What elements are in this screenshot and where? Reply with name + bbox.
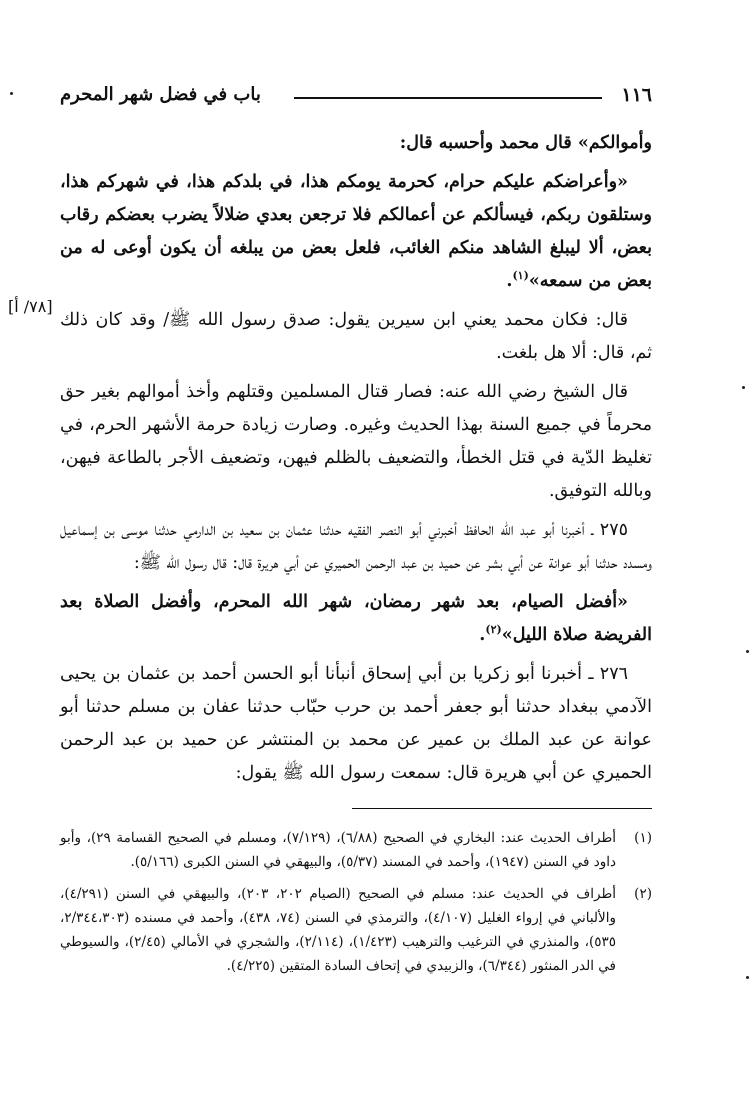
footnotes [60, 826, 652, 986]
footnote-ref[interactable]: (١) [512, 269, 529, 283]
footnote-text: أطراف في الحديث عند: مسلم في الصحيح (الصيام ٢٠٢، ٢٠٣)، والبيهقي في السنن (٤/٢٩١)، والألباني في إرواء الغليل (٤/١٠٧)، والترمذي في السنن (٧٤، ٤٣٨)، وأحمد في مسنده (٢/٣٤٤،٣٠٣، ٥٣٥)، والمنذري في الترغيب والترهيب (١/٤٢٣)، (٢/١١٤)، والشجري في الأمالي (٢/٤٥)، والسيوطي في الدر المنثور (٦/٣٤٤)، والزبيدي في إتحاف السادة المتقين (٤/٢٢٥). [60, 886, 617, 974]
footnote-text: أطراف الحديث عند: البخاري في الصحيح (٦/٨٨)، (٧/١٢٩)، ومسلم في الصحيح القسامة ٢٩)، وأبو داود في السنن (١٩٤٧)، وأحمد في المسند (٥/٣٧)، والبيهقي في السنن الكبرى (٥/١٦٦). [60, 830, 616, 870]
page-number: ١١٦ [621, 84, 652, 106]
isnad-276: ٢٧٦ ـ أخبرنا أبو زكريا بن أبي إسحاق أنبأنا أبو الحسن أحمد بن عثمان بن يحيى الآدمي ببغداد حدثنا أبو جعفر أحمد بن حرب حبّاب حدثنا عفان بن مسلم حدثنا أبو عوانة عن عبد الملك بن عمير عن محمد بن المنتشر عن حميد بن عبد الرحمن الحميري عن أبي هريرة قال: سمعت رسول الله ﷺ يقول: [60, 664, 652, 783]
scan-speck [10, 92, 13, 95]
header-rule [294, 97, 602, 99]
main-text [60, 127, 652, 796]
footnote-1 [60, 826, 652, 874]
chapter-title: باب في فضل شهر المحرم [60, 84, 261, 105]
footnote-ref[interactable]: (٢) [485, 623, 502, 637]
footnote-2 [60, 882, 652, 978]
scan-speck [746, 976, 749, 979]
footnote-number: (١) [634, 830, 652, 846]
scan-speck [746, 650, 749, 653]
footnote-number: (٢) [634, 886, 652, 902]
paragraph-commentary: قال الشيخ رضي الله عنه: فصار قتال المسلمين وقتلهم وأخذ أموالهم بغير حق محرماً في جميع السنة بهذا الحديث وغيره. وصارت زيادة حرمة الأشهر الحرم، في تغليظ الدّية في قتل الخطأ، والتضعيف بالظلم فيهن، وتضعيف الأجر بالطاعة فيهن، وبالله التوفيق. [60, 382, 652, 501]
hadith-quote: «أفضل الصيام، بعد شهر رمضان، شهر الله المحرم، وأفضل الصلاة بعد الفريضة صلاة الليل»$^{(٢)}$. [60, 592, 652, 645]
hadith-quote: «وأعراضكم عليكم حرام، كحرمة يومكم هذا، في بلدكم هذا، في شهركم هذا، وستلقون ربكم، فيسألكم عن أعمالكم فلا ترجعن بعدي ضلالاً يضرب بعضكم رقاب بعض، ألا ليبلغ الشاهد منكم الغائب، فلعل بعض من يبلغه أن يكون أوعى له من بعض من سمعه»$^{(١)}$. [60, 172, 652, 291]
paragraph-continuation: وأموالكم» قال محمد وأحسبه قال: [399, 133, 652, 153]
isnad-275: ٢٧٥ ـ أخبرنا أبو عبد الله الحافظ أخبرني أبو النصر الفقيه حدثنا عثمان بن سعيد بن الدارمي حدثنا موسى بن إسماعيل ومسدد حدثنا أبو عوانة عن أبي بشر عن حميد بن عبد الرحمن الحميري عن أبي هريرة قال: قال رسول الله ﷺ: [60, 520, 652, 573]
running-header [60, 84, 652, 110]
footnote-separator [352, 808, 652, 809]
manuscript-folio-marker: [٧٨/ أ] [8, 297, 53, 316]
scan-speck [742, 386, 745, 389]
paragraph-narration: قال: فكان محمد يعني ابن سيرين يقول: صدق رسول الله ﷺ/ وقد كان ذلك ثم، قال: ألا هل بلغت. [60, 310, 652, 363]
